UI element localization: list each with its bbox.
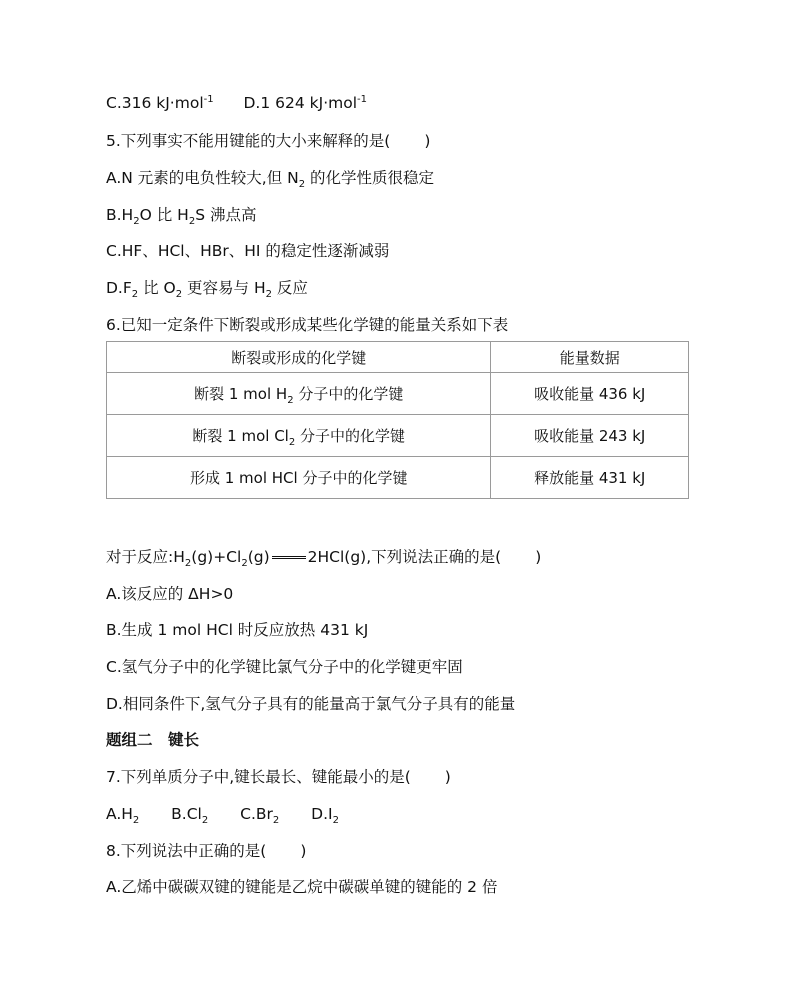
q5-option-b: $B.H_2O$ 比 $H_2S$ 沸点高 [106, 206, 257, 228]
q5-stem: 5.下列事实不能用键能的大小来解释的是( ) [106, 132, 431, 150]
equals-sign [272, 556, 306, 559]
q8-stem: 8.下列说法中正确的是( ) [106, 842, 307, 860]
q7-options [106, 804, 339, 827]
q7-option-a: $A.H_2$ [106, 805, 140, 827]
section-heading: 题组二 键长 [106, 731, 200, 749]
q6-option-a: A.该反应的 ΔH>0 [106, 585, 234, 603]
q5-option-a: A.N 元素的电负性较大,但 $N_2$ 的化学性质很稳定 [106, 169, 435, 191]
table-row [107, 373, 689, 415]
table-cell-bond: 断裂 1 mol $H_2$ 分子中的化学键 [107, 373, 491, 415]
q4-option-c: C.316 kJ·mol$^{-1}$ [106, 93, 214, 112]
q4-options [106, 93, 367, 113]
q5-option-c: C.HF、HCl、HBr、HI 的稳定性逐渐减弱 [106, 242, 390, 260]
table-header-row [107, 342, 689, 373]
q7-option-b: $B.Cl_2$ [171, 805, 209, 827]
q7-option-c: $C.Br_2$ [240, 805, 280, 827]
table-cell-bond: 形成 1 mol HCl 分子中的化学键 [107, 457, 491, 499]
table-row [107, 457, 689, 499]
q6-reaction: 对于反应$:H_2(g)+Cl_2(g)$ 2HCl(g),下列说法正确的是( ) [106, 548, 542, 570]
table-cell-energy: 吸收能量 436 kJ [491, 373, 689, 415]
q7-option-d: $D.I_2$ [311, 805, 339, 827]
q7-stem: 7.下列单质分子中,键长最长、键能最小的是( ) [106, 768, 451, 786]
q6-stem: 6.已知一定条件下断裂或形成某些化学键的能量关系如下表 [106, 316, 509, 334]
table-cell-bond: 断裂 1 mol $Cl_2$ 分子中的化学键 [107, 415, 491, 457]
q6-option-c: C.氢气分子中的化学键比氯气分子中的化学键更牢固 [106, 658, 463, 676]
table-row [107, 415, 689, 457]
bond-energy-table [106, 341, 689, 499]
table-cell-energy: 释放能量 431 kJ [491, 457, 689, 499]
q4-option-d: D.1 624 kJ·mol$^{-1}$ [243, 93, 367, 112]
q6-option-b: B.生成 1 mol HCl 时反应放热 431 kJ [106, 621, 369, 639]
table-cell-energy: 吸收能量 243 kJ [491, 415, 689, 457]
q8-option-a: A.乙烯中碳碳双键的键能是乙烷中碳碳单键的键能的 2 倍 [106, 878, 498, 896]
table-header-bond: 断裂或形成的化学键 [107, 342, 491, 373]
q5-option-d: $D.F_2$ 比 $O_2$ 更容易与 $H_2$ 反应 [106, 279, 308, 301]
q6-option-d: D.相同条件下,氢气分子具有的能量高于氯气分子具有的能量 [106, 695, 516, 713]
table-header-energy: 能量数据 [491, 342, 689, 373]
